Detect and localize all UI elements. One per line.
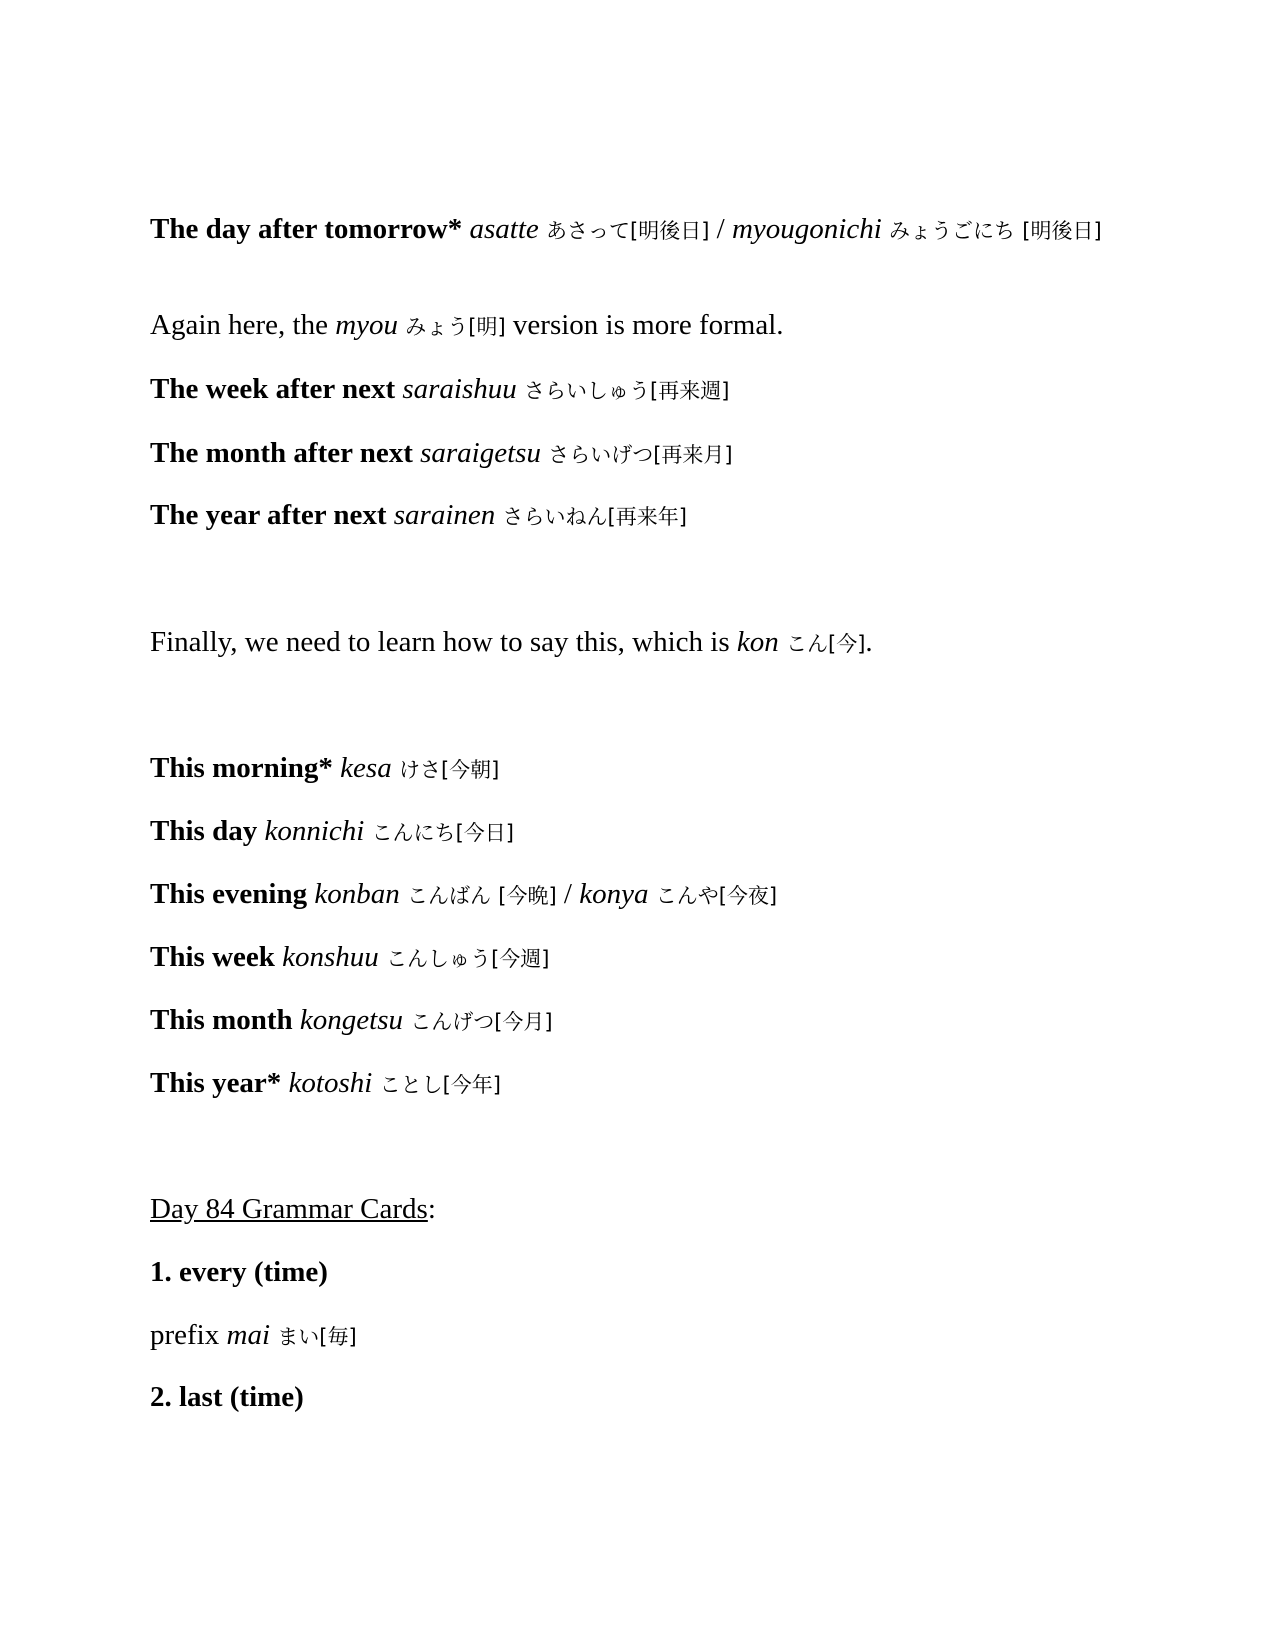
vocab-romaji: asatte: [469, 213, 539, 245]
vocab-kana: けさ: [398, 758, 441, 782]
card-romaji: mai: [226, 1319, 270, 1351]
vocab-kanji: [今月]: [494, 1010, 553, 1034]
note-text-start: Again here, the: [150, 309, 336, 341]
grammar-card-1-content: [150, 1316, 1125, 1356]
vocab-kanji-alt: [今夜]: [718, 884, 778, 908]
vocab-month-after-next: [150, 434, 1125, 474]
vocab-term: This year*: [150, 1067, 282, 1099]
vocab-term: The day after tomorrow*: [150, 213, 463, 245]
vocab-this-year: [150, 1064, 1125, 1104]
note-kanji: [明]: [468, 315, 506, 339]
vocab-kanji: [今週]: [491, 947, 550, 971]
vocab-separator: /: [709, 213, 732, 245]
vocab-kana: こんにち: [371, 821, 456, 845]
finally-kanji: [今]: [828, 632, 866, 656]
vocab-term: This evening: [150, 878, 308, 910]
vocab-term: This day: [150, 815, 258, 847]
vocab-kanji: [今晩]: [498, 884, 557, 908]
vocab-kana: さらいねん: [502, 505, 608, 529]
vocab-romaji: saraigetsu: [420, 437, 541, 469]
vocab-kanji: [再来週]: [650, 379, 730, 403]
vocab-day-after-tomorrow: [150, 210, 1125, 250]
vocab-kanji: [再来月]: [653, 443, 733, 467]
grammar-heading-colon: :: [427, 1193, 436, 1225]
vocab-kana: さらいげつ: [548, 443, 654, 467]
card-title: 1. every (time): [150, 1256, 328, 1288]
vocab-romaji: kotoshi: [288, 1067, 373, 1099]
finally-text-end: .: [865, 626, 873, 658]
vocab-romaji: sarainen: [393, 499, 496, 531]
grammar-heading-text: Day 84 Grammar Cards: [150, 1193, 428, 1225]
vocab-kanji: [今朝]: [440, 758, 500, 782]
vocab-this-morning: [150, 749, 1125, 789]
vocab-kanji: [明後日]: [630, 219, 710, 243]
grammar-card-1-title: [150, 1253, 1125, 1291]
card-kanji: [毎]: [319, 1325, 357, 1349]
vocab-kanji: [今日]: [455, 821, 514, 845]
vocab-romaji: konshuu: [282, 941, 379, 973]
vocab-term: This week: [150, 941, 275, 973]
vocab-romaji-alt: konya: [579, 878, 649, 910]
grammar-card-2-title: [150, 1378, 1125, 1416]
vocab-this-day: [150, 812, 1125, 852]
finally-romaji: kon: [736, 626, 779, 658]
vocab-year-after-next: [150, 496, 1125, 536]
vocab-term: This month: [150, 1004, 293, 1036]
vocab-romaji: saraishuu: [402, 373, 517, 405]
vocab-kana: ことし: [379, 1073, 443, 1097]
vocab-kana: こんばん: [407, 884, 491, 908]
formality-note: [150, 306, 1125, 346]
finally-text-start: Finally, we need to learn how to say this, which is: [150, 626, 737, 658]
vocab-kana: さらいしゅう: [524, 379, 651, 403]
note-kana: みょう: [405, 315, 469, 339]
vocab-kanji-alt: [明後日]: [1022, 219, 1102, 243]
vocab-this-evening: [150, 875, 1125, 915]
vocab-kana: こんしゅう: [386, 947, 492, 971]
vocab-romaji-alt: myougonichi: [731, 213, 882, 245]
vocab-term: This morning*: [150, 752, 333, 784]
vocab-romaji: kongetsu: [299, 1004, 403, 1036]
finally-paragraph: [150, 623, 1125, 663]
vocab-term: The year after next: [150, 499, 387, 531]
vocab-this-month: [150, 1001, 1125, 1041]
vocab-kanji: [今年]: [442, 1073, 501, 1097]
vocab-kanji: [再来年]: [607, 505, 687, 529]
vocab-separator: /: [556, 878, 580, 910]
vocab-term: The month after next: [150, 437, 413, 469]
card-title: 2. last (time): [150, 1381, 304, 1413]
vocab-romaji: kesa: [340, 752, 392, 784]
vocab-term: The week after next: [150, 373, 396, 405]
grammar-cards-heading: [150, 1190, 1125, 1228]
note-text-end: version is more formal.: [505, 309, 784, 341]
vocab-this-week: [150, 938, 1125, 978]
finally-kana: こん: [786, 632, 829, 656]
vocab-romaji: konnichi: [264, 815, 365, 847]
vocab-kana: あさって: [546, 219, 631, 243]
card-kana: まい: [277, 1325, 320, 1349]
vocab-kana: こんげつ: [410, 1010, 495, 1034]
vocab-kana-alt: こんや: [655, 884, 719, 908]
vocab-kana-alt: みょうごにち: [889, 219, 1016, 243]
vocab-week-after-next: [150, 370, 1125, 410]
vocab-romaji: konban: [314, 878, 400, 910]
card-text: prefix: [150, 1319, 227, 1351]
note-romaji: myou: [335, 309, 399, 341]
